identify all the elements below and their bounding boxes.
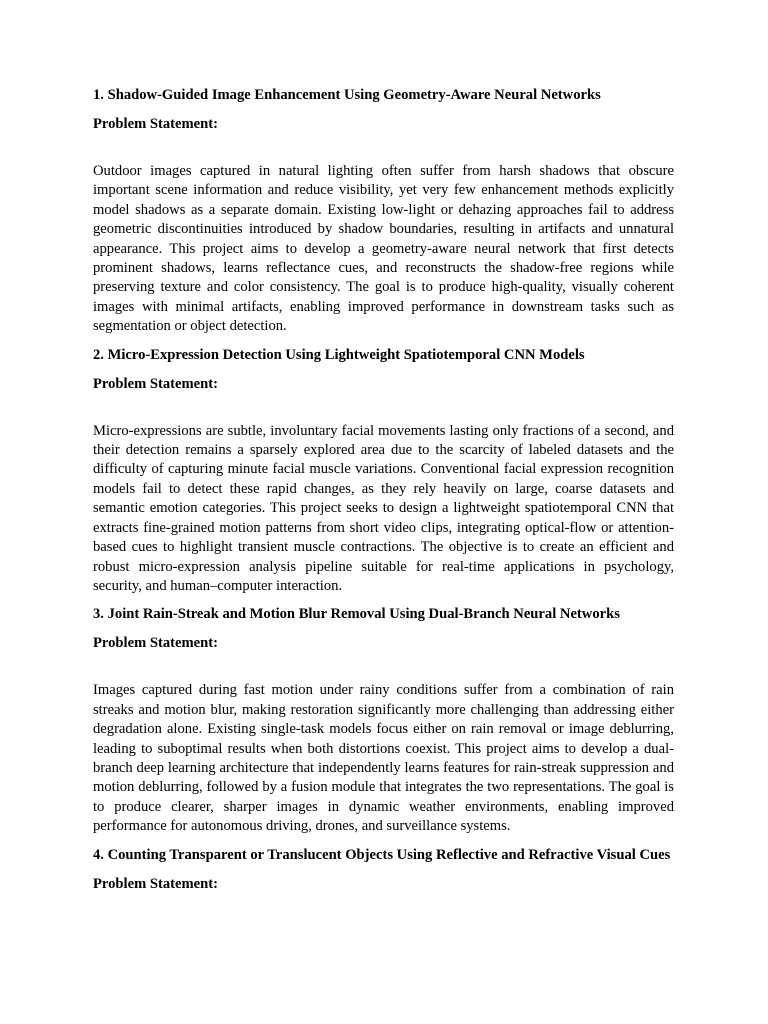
section-2 bbox=[93, 346, 674, 597]
section-title: 2. Micro-Expression Detection Using Lightweight Spatiotemporal CNN Models bbox=[93, 346, 585, 363]
problem-statement-label: Problem Statement: bbox=[93, 375, 218, 392]
problem-statement-label: Problem Statement: bbox=[93, 635, 218, 652]
section-title: 1. Shadow-Guided Image Enhancement Using Geometry-Aware Neural Networks bbox=[93, 87, 601, 103]
problem-statement-text: Outdoor images captured in natural lighting often suffer from harsh shadows that obscure important scene information and reduce visibility, yet very few enhancement methods explicitly model shadows as a separate domain. Existing low-light or dehazing approaches fail to address geometric discontinuities introduced by shadow boundaries, resulting in artifacts and unnatural appearance. This project aims to develop a geometry-aware neural network that first detects prominent shadows, learns reflectance cues, and reconstructs the shadow-free regions while preserving texture and color consistency. The goal is to produce high-quality, visually coherent images with minimal artifacts, enabling improved performance in downstream tasks such as segmentation or object detection. bbox=[93, 163, 674, 335]
section-4 bbox=[93, 846, 674, 894]
section-1 bbox=[93, 86, 674, 337]
section-title: 4. Counting Transparent or Translucent Objects Using Reflective and Refractive Visual Cues bbox=[93, 846, 671, 863]
problem-statement-label: Problem Statement: bbox=[93, 875, 218, 892]
problem-statement-text: Images captured during fast motion under rainy conditions suffer from a combination of rain streaks and motion blur, making restoration significantly more challenging than addressing either degradation alone. Existing single-task models focus either on rain removal or image deblurring, leading to suboptimal results when both distortions coexist. This project aims to develop a dual-branch deep learning architecture that independently learns features for rain-streak suppression and motion deblurring, followed by a fusion module that integrates the two representations. The goal is to produce clearer, sharper images in dynamic weather environments, enabling improved performance for autonomous driving, drones, and surveillance systems. bbox=[93, 682, 674, 835]
problem-statement-label: Problem Statement: bbox=[93, 116, 218, 132]
section-title: 3. Joint Rain-Streak and Motion Blur Removal Using Dual-Branch Neural Networks bbox=[93, 606, 620, 623]
section-3 bbox=[93, 605, 674, 836]
problem-statement-text: Micro-expressions are subtle, involuntary facial movements lasting only fractions of a second, and their detection remains a sparsely explored area due to the scarcity of labeled datasets and the difficulty of capturing minute facial muscle variations. Conventional facial expression recognition models fail to detect these rapid changes, as they rely heavily on large, coarse datasets and semantic emotion categories. This project seeks to design a lightweight spatiotemporal CNN that extracts fine-grained motion patterns from short video clips, integrating optical-flow or attention-based cues to highlight transient muscle contractions. The objective is to create an efficient and robust micro-expression analysis pipeline suitable for real-time applications in psychology, security, and human–computer interaction. bbox=[93, 422, 674, 594]
